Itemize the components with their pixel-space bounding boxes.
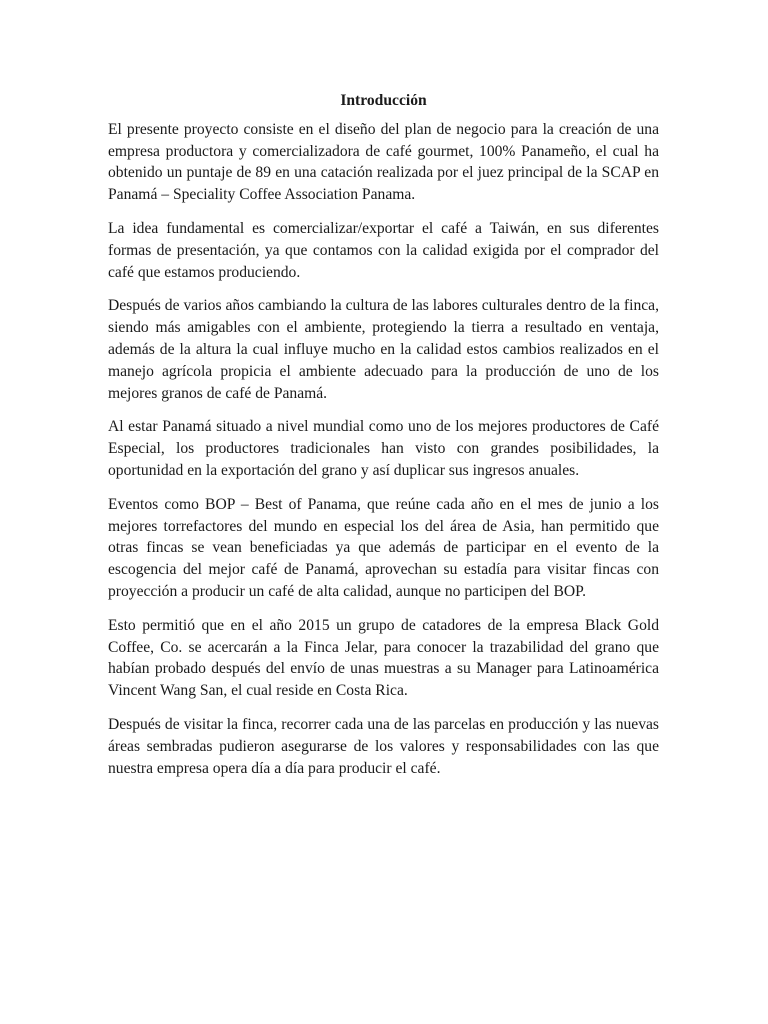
paragraph-7: Después de visitar la finca, recorrer cada una de las parcelas en producción y las nuevas áreas sembradas pudieron asegurarse de los valores y responsabilidades con las que nuestra empresa opera día a día para producir el café. <box>108 715 659 777</box>
paragraph-2: La idea fundamental es comercializar/exportar el café a Taiwán, en sus diferentes formas de presentación, ya que contamos con la calidad exigida por el comprador del café que estamos produciendo. <box>108 219 659 281</box>
paragraph-4: Al estar Panamá situado a nivel mundial como uno de los mejores productores de Café Especial, los productores tradicionales han visto con grandes posibilidades, la oportunidad en la exportación del grano y así duplicar sus ingresos anuales. <box>108 418 659 479</box>
document-body <box>108 90 659 791</box>
document-title: Introducción <box>340 92 427 109</box>
paragraph-3: Después de varios años cambiando la cultura de las labores culturales dentro de la finca, siendo más amigables con el ambiente, protegiendo la tierra a resultado en ventaja, además de la altura la cual influye mucho en la calidad estos cambios realizados en el manejo agrícola propicia el ambiente adecuado para la producción de uno de los mejores granos de café de Panamá. <box>108 297 659 402</box>
paragraph-1: El presente proyecto consiste en el diseño del plan de negocio para la creación de una empresa productora y comercializadora de café gourmet, 100% Panameño, el cual ha obtenido un puntaje de 89 en una catación realizada por el juez principal de la SCAP en Panamá – Speciality Coffee Association Panama. <box>108 120 659 204</box>
paragraph-6: Esto permitió que en el año 2015 un grupo de catadores de la empresa Black Gold Coffee, Co. se acercarán a la Finca Jelar, para conocer la trazabilidad del grano que habían probado después del envío de unas muestras a su Manager para Latinoamérica Vincent Wang San, el cual reside en Costa Rica. <box>108 616 659 700</box>
paragraph-5: Eventos como BOP – Best of Panama, que reúne cada año en el mes de junio a los mejores torrefactores del mundo en especial los del área de Asia, han permitido que otras fincas se vean beneficiadas ya que además de participar en el evento de la escogencia del mejor café de Panamá, aprovechan su estadía para visitar fincas con proyección a producir un café de alta calidad, aunque no participen del BOP. <box>108 495 659 600</box>
